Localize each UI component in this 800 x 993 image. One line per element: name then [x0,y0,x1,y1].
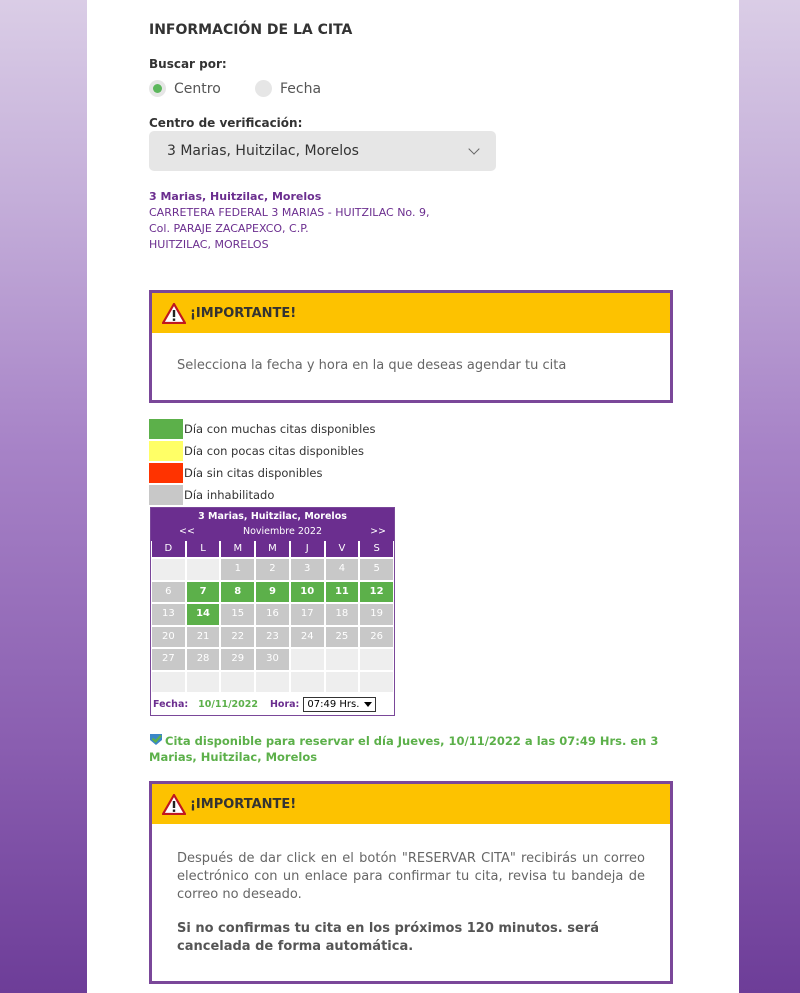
legend-swatch-gray [149,485,183,505]
important-warning-text: Si no confirmas tu cita en los próximos 120 minutos. será cancelada de forma automática. [177,921,599,954]
calendar-day: 6 [152,582,185,603]
legend-label: Día sin citas disponibles [184,466,323,480]
important-header [152,293,670,333]
time-select[interactable] [303,697,376,712]
legend-item-disabled [149,485,274,505]
legend-swatch-red [149,463,183,483]
calendar-footer [153,697,376,712]
calendar-day: 4 [326,559,359,580]
calendar-day[interactable]: 11 [326,582,359,603]
calendar-empty-cell [291,649,324,670]
calendar-day: 1 [221,559,254,580]
calendar-day: 15 [221,604,254,625]
calendar-month: Noviembre 2022 [242,526,323,537]
legend-label: Día con muchas citas disponibles [184,422,376,436]
center-select[interactable] [149,131,496,171]
calendar-day[interactable]: 10 [291,582,324,603]
legend-item-few [149,441,364,461]
radio-option-fecha[interactable] [255,80,321,97]
calendar-day: 29 [221,649,254,670]
calendar-weekday: M [256,541,289,557]
legend-swatch-green [149,419,183,439]
calendar-weekday: M [221,541,254,557]
check-badge-icon [149,733,163,746]
radio-label-fecha: Fecha [280,80,322,97]
calendar-empty-cell [360,672,393,693]
radio-label-centro: Centro [174,80,221,97]
warning-icon [162,303,186,324]
important-text: Selecciona la fecha y hora en la que deseas agendar tu cita [177,358,567,373]
chevron-down-icon [468,143,479,154]
calendar-day: 20 [152,627,185,648]
calendar-day: 27 [152,649,185,670]
calendar-day: 19 [360,604,393,625]
important-text: Después de dar click en el botón "RESERVAR CITA" recibirás un correo electrónico con un enlace para confirmar tu cita, revisa tu bandeja de correo no deseado. [177,851,645,902]
calendar-day: 13 [152,604,185,625]
calendar-day[interactable]: 9 [256,582,289,603]
availability-message [149,733,659,765]
calendar-weekday: V [326,541,359,557]
legend-swatch-yellow [149,441,183,461]
center-select-value: 3 Marias, Huitzilac, Morelos [167,143,359,159]
section-title: INFORMACIÓN DE LA CITA [149,22,353,38]
address-line: CARRETERA FEDERAL 3 MARIAS - HUITZILAC No. 9, [149,206,430,219]
calendar-day: 24 [291,627,324,648]
time-label: Hora: [269,699,300,710]
legend-label: Día con pocas citas disponibles [184,444,364,458]
availability-text: Cita disponible para reservar el día Jueves, 10/11/2022 a las 07:49 Hrs. en 3 Marias, Huitzilac, Morelos [149,734,659,764]
next-month-button[interactable]: >> [370,526,386,537]
calendar-title: 3 Marias, Huitzilac, Morelos [198,511,347,522]
calendar-day: 28 [187,649,220,670]
dropdown-arrow-icon [364,702,372,707]
calendar-empty-cell [152,559,185,580]
time-select-value: 07:49 Hrs. [307,699,360,710]
legend-label: Día inhabilitado [184,488,275,502]
calendar-empty-cell [187,559,220,580]
calendar-weekday: D [152,541,185,557]
calendar-empty-cell [152,672,185,693]
calendar [150,507,395,716]
calendar-day: 18 [326,604,359,625]
calendar-weekday: L [187,541,220,557]
calendar-day: 30 [256,649,289,670]
important-title: ¡IMPORTANTE! [190,305,297,321]
calendar-day: 5 [360,559,393,580]
search-by-label: Buscar por: [149,57,227,71]
date-label: Fecha: [153,699,189,710]
calendar-day: 17 [291,604,324,625]
important-header [152,784,670,824]
radio-checked-icon[interactable] [149,80,166,97]
calendar-weekday: S [360,541,393,557]
calendar-day: 2 [256,559,289,580]
address-line: HUITZILAC, MORELOS [149,238,269,251]
calendar-day[interactable]: 14 [187,604,220,625]
important-notice-1 [149,290,673,403]
legend-item-many [149,419,375,439]
calendar-day: 3 [291,559,324,580]
calendar-day: 26 [360,627,393,648]
center-address [149,189,429,253]
calendar-day: 25 [326,627,359,648]
address-name: 3 Marias, Huitzilac, Morelos [149,190,322,203]
calendar-empty-cell [360,649,393,670]
appointment-card [87,0,739,993]
address-line: Col. PARAJE ZACAPEXCO, C.P. [149,222,309,235]
warning-icon [162,794,186,815]
important-notice-2 [149,781,673,984]
radio-option-centro[interactable] [149,80,221,97]
calendar-empty-cell [291,672,324,693]
calendar-nav [151,525,394,541]
calendar-empty-cell [221,672,254,693]
important-title: ¡IMPORTANTE! [190,796,297,812]
calendar-day[interactable]: 8 [221,582,254,603]
calendar-day: 21 [187,627,220,648]
center-label: Centro de verificación: [149,116,303,130]
legend-item-none [149,463,322,483]
calendar-empty-cell [326,672,359,693]
calendar-empty-cell [326,649,359,670]
calendar-day[interactable]: 7 [187,582,220,603]
calendar-day: 22 [221,627,254,648]
calendar-header [151,508,394,541]
calendar-day[interactable]: 12 [360,582,393,603]
calendar-day: 16 [256,604,289,625]
calendar-weekday: J [291,541,324,557]
prev-month-button[interactable]: << [179,526,195,537]
date-value: 10/11/2022 [198,699,258,710]
calendar-grid [151,541,394,692]
calendar-day: 23 [256,627,289,648]
radio-unchecked-icon[interactable] [255,80,272,97]
calendar-empty-cell [187,672,220,693]
calendar-empty-cell [256,672,289,693]
